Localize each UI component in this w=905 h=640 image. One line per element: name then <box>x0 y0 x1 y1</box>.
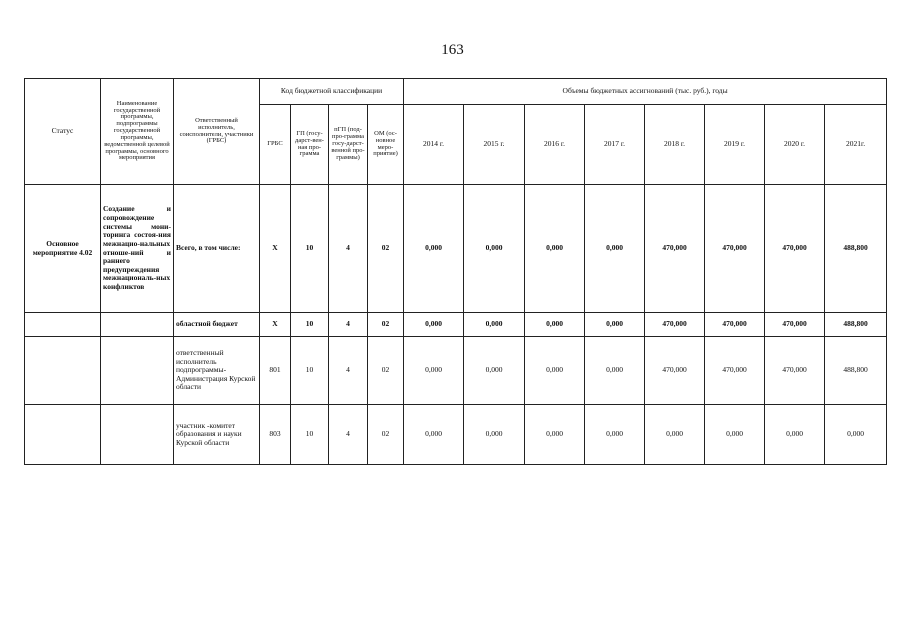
header-year: 2019 г. <box>705 105 765 185</box>
row-name <box>101 337 174 405</box>
row-value: 470,000 <box>645 313 705 337</box>
header-code-om: ОМ (ос-новное меро-приятие) <box>368 105 404 185</box>
row-value: 488,800 <box>825 337 887 405</box>
row-responsible: участник -комитет образования и науки Курской области <box>174 405 260 465</box>
row-value: 0,000 <box>404 185 464 313</box>
row-value: 470,000 <box>765 313 825 337</box>
row-code: 02 <box>368 337 404 405</box>
row-code: 10 <box>291 185 329 313</box>
header-year: 2016 г. <box>525 105 585 185</box>
row-value: 0,000 <box>825 405 887 465</box>
row-code: 4 <box>329 405 368 465</box>
page-number: 163 <box>441 42 464 58</box>
row-value: 0,000 <box>525 185 585 313</box>
row-value: 0,000 <box>404 313 464 337</box>
row-value: 470,000 <box>705 337 765 405</box>
row-responsible: областной бюджет <box>174 313 260 337</box>
header-code-pgp: пГП (под-про-грамма госу-дарст-венной про-граммы) <box>329 105 368 185</box>
header-program-name: Наименование государственной программы, подпрограммы государственной программы, ведомственной целевой программы, основного мероприятия <box>101 79 174 185</box>
table-row <box>25 405 887 465</box>
row-status <box>25 313 101 337</box>
table-row <box>25 337 887 405</box>
header-year: 2018 г. <box>645 105 705 185</box>
row-code: 801 <box>260 337 291 405</box>
row-value: 488,800 <box>825 185 887 313</box>
row-status: Основное мероприятие 4.02 <box>25 185 101 313</box>
row-value: 0,000 <box>525 313 585 337</box>
row-responsible: ответственный исполнитель подпрограммы-Администрация Курской области <box>174 337 260 405</box>
row-value: 0,000 <box>464 405 525 465</box>
row-name <box>101 313 174 337</box>
row-value: 470,000 <box>705 313 765 337</box>
header-year: 2021г. <box>825 105 887 185</box>
header-code-grbs: ГРБС <box>260 105 291 185</box>
row-value: 470,000 <box>705 185 765 313</box>
row-name <box>101 405 174 465</box>
row-status <box>25 337 101 405</box>
row-value: 0,000 <box>464 313 525 337</box>
header-allocations: Объемы бюджетных ассигнований (тыс. руб.), годы <box>404 79 887 105</box>
row-value: 0,000 <box>525 405 585 465</box>
row-value: 0,000 <box>525 337 585 405</box>
row-code: 10 <box>291 313 329 337</box>
row-name: Создание и сопровождение системы мони-торинга состоя-ния межнацио-нальных отноше-ний и раннего предупреждения межнациональ-ных конфликтов <box>101 185 174 313</box>
row-value: 470,000 <box>765 185 825 313</box>
row-value: 0,000 <box>404 337 464 405</box>
header-year: 2015 г. <box>464 105 525 185</box>
row-code: 02 <box>368 313 404 337</box>
table-row <box>25 185 887 313</box>
row-value: 0,000 <box>705 405 765 465</box>
header-year: 2017 г. <box>585 105 645 185</box>
row-value: 0,000 <box>585 405 645 465</box>
header-year: 2020 г. <box>765 105 825 185</box>
row-code: 4 <box>329 313 368 337</box>
row-code: 4 <box>329 185 368 313</box>
header-row-1 <box>25 79 887 105</box>
table-row <box>25 313 887 337</box>
row-code: 02 <box>368 405 404 465</box>
row-code: 4 <box>329 337 368 405</box>
header-code-gp: ГП (госу-дарст-вен-ная про-грамма <box>291 105 329 185</box>
row-responsible: Всего, в том числе: <box>174 185 260 313</box>
header-year: 2014 г. <box>404 105 464 185</box>
row-value: 0,000 <box>404 405 464 465</box>
row-status <box>25 405 101 465</box>
row-value: 0,000 <box>464 185 525 313</box>
header-responsible: Ответственный исполнитель, соисполнители, участники (ГРБС) <box>174 79 260 185</box>
row-value: 0,000 <box>585 313 645 337</box>
row-value: 0,000 <box>585 337 645 405</box>
header-budget-code: Код бюджетной классификации <box>260 79 404 105</box>
header-status: Статус <box>25 79 101 185</box>
row-value: 0,000 <box>645 405 705 465</box>
budget-table <box>24 78 887 465</box>
row-code: 10 <box>291 405 329 465</box>
row-value: 470,000 <box>645 337 705 405</box>
row-code: 10 <box>291 337 329 405</box>
row-value: 470,000 <box>645 185 705 313</box>
row-code: 02 <box>368 185 404 313</box>
row-code: 803 <box>260 405 291 465</box>
row-value: 470,000 <box>765 337 825 405</box>
row-value: 0,000 <box>464 337 525 405</box>
row-value: 0,000 <box>585 185 645 313</box>
row-code: X <box>260 185 291 313</box>
row-value: 0,000 <box>765 405 825 465</box>
row-code: X <box>260 313 291 337</box>
row-value: 488,800 <box>825 313 887 337</box>
